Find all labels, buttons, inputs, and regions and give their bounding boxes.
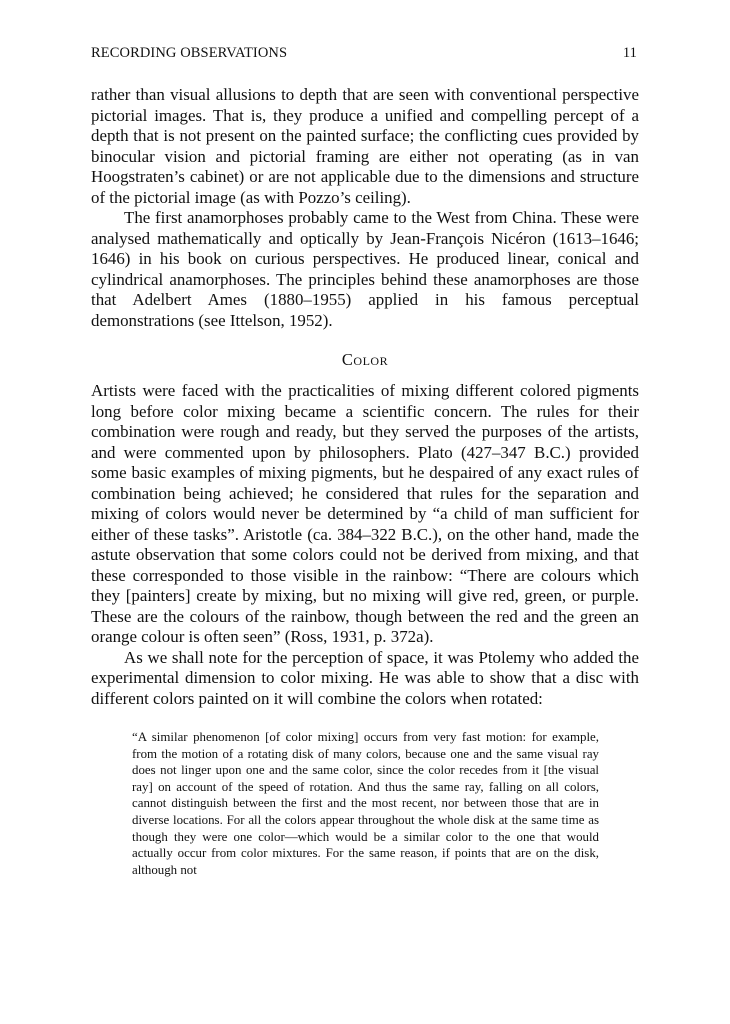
paragraph-continued: rather than visual allusions to depth that are seen with conventional perspective pictorial images. That is, they produce a unified and compelling percept of a depth that is not present on the painted surface; the conflicting cues provided by binocular vision and pictorial framing are either not operating (as in van Hoogstraten’s cabinet) or are not applicable due to the dimensions and structure of the pictorial image (as with Pozzo’s ceiling). (91, 85, 639, 207)
paragraph-anamorphoses: The first anamorphoses probably came to the West from China. These were analysed mathematically and optically by Jean-François Nicéron (1613–1646; 1646) in his book on curious perspectives. He produced linear, conical and cylindrical anamorphoses. The principles behind these anamorphoses are those that Adelbert Ames (1880–1955) applied in his famous perceptual demonstrations (see Ittelson, 1952). (91, 208, 639, 330)
quote-text: “A similar phenomenon [of color mixing] occurs from very fast motion: for example, from the motion of a rotating disk of many colors, because one and the same visual ray does not linger upon one and the same color, since the color recedes from it [the visual ray] on account of the speed of rotation. And thus the same ray, falling on all colors, cannot distinguish between the first and the most recent, nor between those that are in diverse locations. For all the colors appear throughout the whole disk at the same time as though they were one color—which would be a similar color to the one that would actually occur from color mixtures. For the same reason, if points that are on the disk, although not (132, 730, 599, 877)
page-number: 11 (622, 45, 637, 61)
section-heading-color: Color (341, 350, 389, 369)
block-quote (132, 729, 599, 878)
paragraph-color-mixing: Artists were faced with the practicalities of mixing different colored pigments long before color mixing became a scientific concern. The rules for their combination were rough and ready, but they served the purposes of the artists, and were commented upon by philosophers. Plato (427–347 B.C.) provided some basic examples of mixing pigments, but he despaired of any exact rules of combination being achieved; he considered that rules for the separation and mixing of colors would never be determined by “a child of man sufficient for either of these tasks”. Aristotle (ca. 384–322 B.C.), on the other hand, made the astute observation that some colors could not be derived from mixing, and that these corresponded to those visible in the rainbow: “There are colours which they [painters] create by mixing, but no mixing will give red, green, or purple. These are the colours of the rainbow, though between the red and the green an orange colour is often seen” (Ross, 1931, p. 372a). (91, 381, 639, 646)
paragraph-ptolemy: As we shall note for the perception of space, it was Ptolemy who added the experimental dimension to color mixing. He was able to show that a disc with different colors painted on it will combine the colors when rotated: (91, 647, 639, 708)
running-title: RECORDING OBSERVATIONS (91, 45, 288, 61)
running-head (91, 45, 639, 65)
body-text (91, 85, 639, 878)
